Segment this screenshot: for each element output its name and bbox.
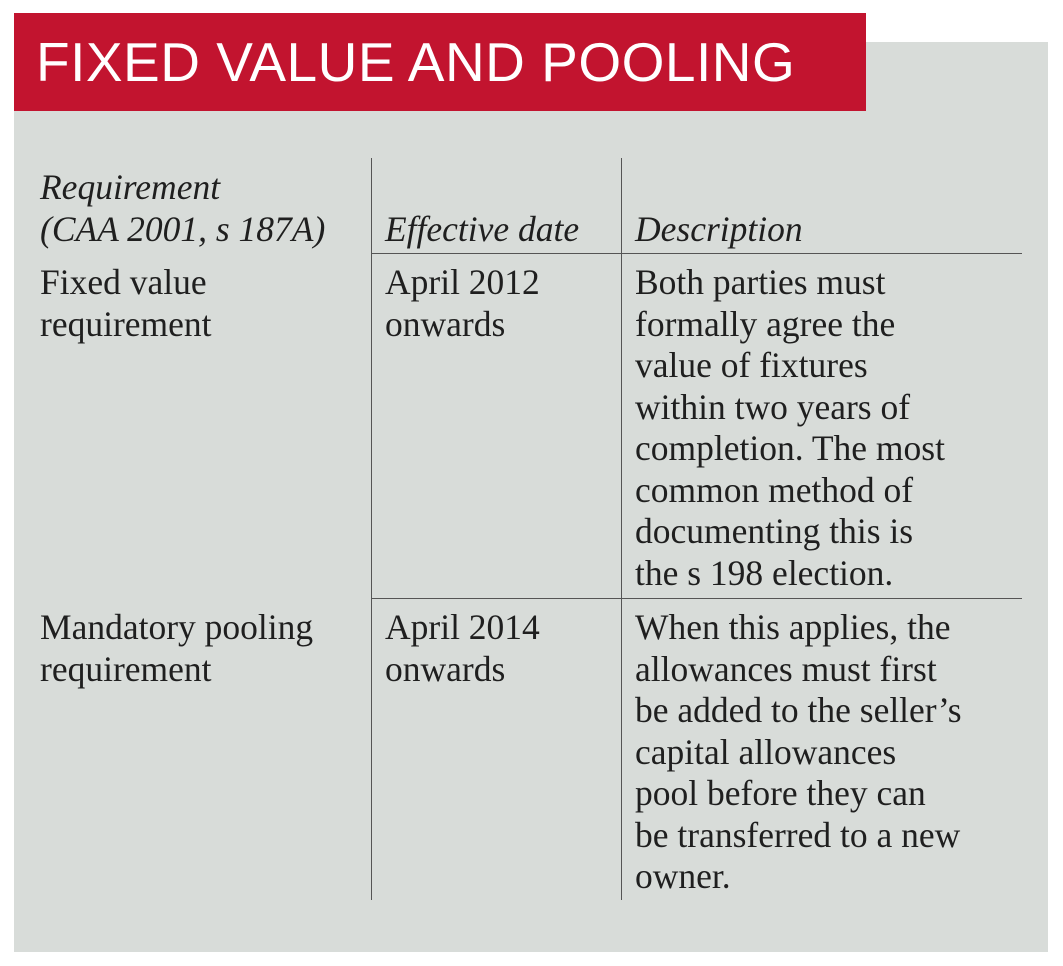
row-1-requirement: Fixed value requirement	[40, 262, 212, 344]
row-2-description: When this applies, the allowances must first be added to the seller’s capital allowances pool before they can be transferred to a new owner.	[635, 607, 962, 896]
page-title: FIXED VALUE AND POOLING	[36, 30, 796, 93]
row-2-requirement: Mandatory pooling requirement	[40, 607, 314, 689]
header-requirement: Requirement (CAA 2001, s 187A)	[40, 167, 326, 249]
row-1-effective-date: April 2012 onwards	[385, 262, 540, 344]
header-description: Description	[635, 209, 803, 249]
row-divider	[371, 253, 1022, 254]
header-effective-date: Effective date	[385, 209, 580, 249]
row-2-effective-date: April 2014 onwards	[385, 607, 540, 689]
column-divider	[371, 158, 372, 900]
column-divider	[621, 158, 622, 900]
row-1-description: Both parties must formally agree the value of fixtures within two years of completion. The most common method of documenting this is the s 198 election.	[635, 262, 945, 593]
row-divider	[371, 598, 1022, 599]
